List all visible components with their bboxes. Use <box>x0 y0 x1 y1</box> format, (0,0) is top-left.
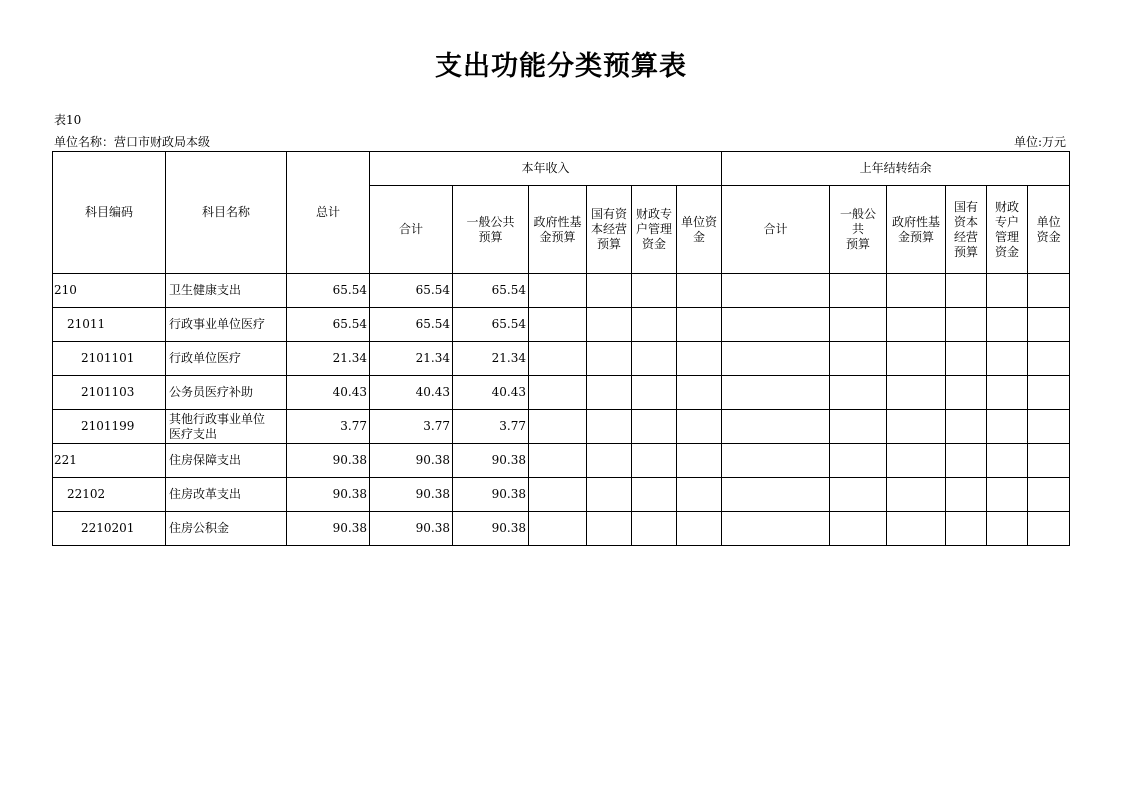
cell-co-special <box>987 410 1028 444</box>
cell-ci-special <box>632 410 677 444</box>
cell-ci-state-capital <box>587 376 632 410</box>
cell-code: 2210201 <box>53 512 166 546</box>
cell-code: 21011 <box>53 308 166 342</box>
cell-ci-unit <box>677 342 722 376</box>
cell-ci-general: 90.38 <box>453 478 529 512</box>
cell-ci-state-capital <box>587 444 632 478</box>
cell-total: 65.54 <box>287 274 370 308</box>
cell-total: 90.38 <box>287 512 370 546</box>
cell-ci-gov-fund <box>529 410 587 444</box>
cell-total: 3.77 <box>287 410 370 444</box>
cell-name: 住房公积金 <box>166 512 287 546</box>
unit-name: 单位名称：营口市财政局本级 <box>54 135 211 149</box>
cell-ci-special <box>632 376 677 410</box>
cell-co-unit <box>1028 274 1070 308</box>
cell-co-gov-fund <box>887 308 946 342</box>
cell-co-state-capital <box>946 410 987 444</box>
cell-ci-special <box>632 342 677 376</box>
cell-co-general <box>830 512 887 546</box>
cell-ci-total: 90.38 <box>370 444 453 478</box>
cell-co-general <box>830 308 887 342</box>
cell-co-total <box>722 512 830 546</box>
cell-co-state-capital <box>946 274 987 308</box>
table-row <box>53 512 1070 546</box>
cell-ci-general: 3.77 <box>453 410 529 444</box>
cell-co-gov-fund <box>887 274 946 308</box>
cell-total: 90.38 <box>287 478 370 512</box>
cell-name: 住房改革支出 <box>166 478 287 512</box>
header-current-income: 本年收入 <box>370 152 722 186</box>
cell-total: 65.54 <box>287 308 370 342</box>
cell-ci-general: 65.54 <box>453 274 529 308</box>
header-name: 科目名称 <box>166 152 287 274</box>
budget-table <box>52 151 1070 546</box>
cell-co-total <box>722 342 830 376</box>
cell-co-general <box>830 376 887 410</box>
cell-ci-unit <box>677 444 722 478</box>
cell-ci-state-capital <box>587 478 632 512</box>
header-ci-total: 合计 <box>370 186 453 274</box>
header-co-unit: 单位 资金 <box>1028 186 1070 274</box>
cell-co-unit <box>1028 512 1070 546</box>
cell-total: 90.38 <box>287 444 370 478</box>
cell-ci-total: 90.38 <box>370 512 453 546</box>
cell-code: 2101101 <box>53 342 166 376</box>
cell-ci-gov-fund <box>529 342 587 376</box>
cell-co-unit <box>1028 444 1070 478</box>
cell-co-special <box>987 342 1028 376</box>
cell-ci-state-capital <box>587 410 632 444</box>
cell-co-gov-fund <box>887 410 946 444</box>
table-row <box>53 444 1070 478</box>
cell-ci-special <box>632 274 677 308</box>
cell-ci-total: 21.34 <box>370 342 453 376</box>
cell-ci-general: 65.54 <box>453 308 529 342</box>
cell-name: 公务员医疗补助 <box>166 376 287 410</box>
cell-co-total <box>722 376 830 410</box>
cell-ci-general: 40.43 <box>453 376 529 410</box>
cell-ci-total: 40.43 <box>370 376 453 410</box>
table-label: 表10 <box>54 113 82 127</box>
budget-body <box>53 274 1070 546</box>
cell-ci-gov-fund <box>529 376 587 410</box>
table-row <box>53 274 1070 308</box>
cell-co-total <box>722 274 830 308</box>
cell-ci-special <box>632 308 677 342</box>
cell-code: 2101103 <box>53 376 166 410</box>
cell-ci-unit <box>677 478 722 512</box>
cell-co-total <box>722 410 830 444</box>
cell-co-special <box>987 478 1028 512</box>
cell-co-unit <box>1028 342 1070 376</box>
cell-ci-general: 90.38 <box>453 512 529 546</box>
cell-co-unit <box>1028 376 1070 410</box>
cell-co-unit <box>1028 308 1070 342</box>
cell-ci-special <box>632 444 677 478</box>
cell-co-gov-fund <box>887 478 946 512</box>
cell-co-unit <box>1028 478 1070 512</box>
cell-ci-gov-fund <box>529 444 587 478</box>
header-ci-special: 财政专 户管理 资金 <box>632 186 677 274</box>
header-co-special: 财政 专户 管理 资金 <box>987 186 1028 274</box>
cell-ci-special <box>632 478 677 512</box>
cell-name: 行政单位医疗 <box>166 342 287 376</box>
cell-co-total <box>722 308 830 342</box>
cell-ci-state-capital <box>587 342 632 376</box>
cell-co-special <box>987 512 1028 546</box>
cell-co-general <box>830 444 887 478</box>
cell-co-special <box>987 308 1028 342</box>
cell-code: 221 <box>53 444 166 478</box>
cell-ci-total: 65.54 <box>370 274 453 308</box>
table-row <box>53 308 1070 342</box>
cell-name: 行政事业单位医疗 <box>166 308 287 342</box>
header-code: 科目编码 <box>53 152 166 274</box>
cell-co-general <box>830 410 887 444</box>
cell-ci-unit <box>677 376 722 410</box>
cell-co-gov-fund <box>887 444 946 478</box>
cell-ci-state-capital <box>587 512 632 546</box>
cell-co-state-capital <box>946 376 987 410</box>
cell-ci-unit <box>677 512 722 546</box>
header-carryover: 上年结转结余 <box>722 152 1070 186</box>
cell-co-total <box>722 478 830 512</box>
cell-code: 22102 <box>53 478 166 512</box>
header-ci-gov-fund: 政府性基 金预算 <box>529 186 587 274</box>
table-row <box>53 410 1070 444</box>
cell-total: 21.34 <box>287 342 370 376</box>
cell-co-unit <box>1028 410 1070 444</box>
cell-ci-state-capital <box>587 274 632 308</box>
cell-co-general <box>830 478 887 512</box>
cell-co-gov-fund <box>887 376 946 410</box>
header-ci-unit: 单位资 金 <box>677 186 722 274</box>
cell-ci-unit <box>677 274 722 308</box>
cell-code: 2101199 <box>53 410 166 444</box>
cell-co-special <box>987 376 1028 410</box>
cell-co-state-capital <box>946 512 987 546</box>
cell-ci-gov-fund <box>529 308 587 342</box>
header-total: 总计 <box>287 152 370 274</box>
cell-ci-total: 90.38 <box>370 478 453 512</box>
cell-total: 40.43 <box>287 376 370 410</box>
header-ci-state-capital: 国有资 本经营 预算 <box>587 186 632 274</box>
cell-co-state-capital <box>946 308 987 342</box>
cell-ci-total: 65.54 <box>370 308 453 342</box>
header-ci-general: 一般公共 预算 <box>453 186 529 274</box>
table-row <box>53 376 1070 410</box>
cell-ci-special <box>632 512 677 546</box>
cell-co-state-capital <box>946 478 987 512</box>
header-co-general: 一般公 共 预算 <box>830 186 887 274</box>
cell-ci-gov-fund <box>529 274 587 308</box>
cell-co-special <box>987 444 1028 478</box>
cell-code: 210 <box>53 274 166 308</box>
cell-ci-general: 90.38 <box>453 444 529 478</box>
cell-name: 住房保障支出 <box>166 444 287 478</box>
cell-co-gov-fund <box>887 512 946 546</box>
table-row <box>53 342 1070 376</box>
table-row <box>53 478 1070 512</box>
header-co-total: 合计 <box>722 186 830 274</box>
cell-co-state-capital <box>946 342 987 376</box>
cell-name: 卫生健康支出 <box>166 274 287 308</box>
cell-co-state-capital <box>946 444 987 478</box>
cell-co-general <box>830 274 887 308</box>
header-co-gov-fund: 政府性基 金预算 <box>887 186 946 274</box>
cell-ci-unit <box>677 308 722 342</box>
cell-ci-state-capital <box>587 308 632 342</box>
cell-co-special <box>987 274 1028 308</box>
cell-ci-total: 3.77 <box>370 410 453 444</box>
cell-ci-gov-fund <box>529 512 587 546</box>
cell-ci-general: 21.34 <box>453 342 529 376</box>
cell-co-general <box>830 342 887 376</box>
header-co-state-capital: 国有 资本 经营 预算 <box>946 186 987 274</box>
cell-ci-unit <box>677 410 722 444</box>
cell-name: 其他行政事业单位 医疗支出 <box>166 410 287 444</box>
unit-money: 单位:万元 <box>1013 135 1066 149</box>
cell-ci-gov-fund <box>529 478 587 512</box>
cell-co-total <box>722 444 830 478</box>
cell-co-gov-fund <box>887 342 946 376</box>
page-title: 支出功能分类预算表 <box>435 51 687 82</box>
